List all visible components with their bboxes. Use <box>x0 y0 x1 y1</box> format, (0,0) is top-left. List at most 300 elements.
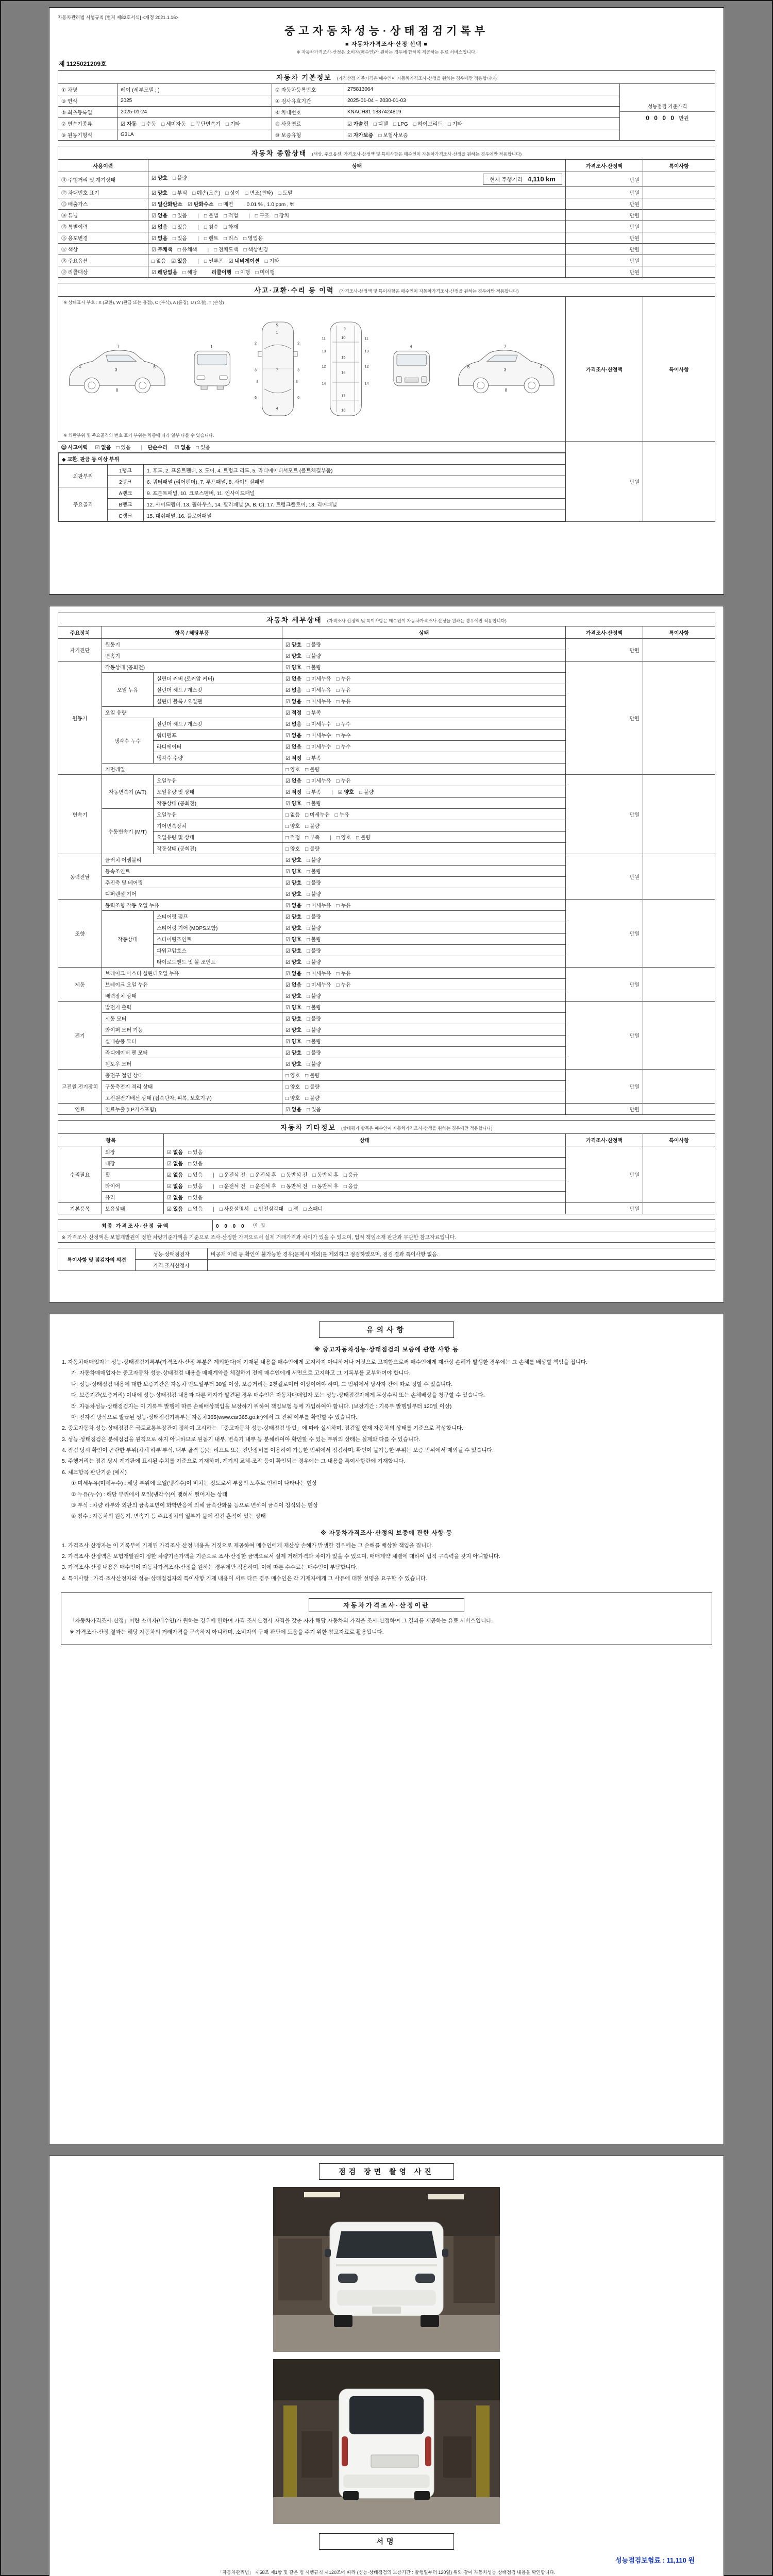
div-nl: 2. 중고자동차 성능·상태점검은 국토교통부장관이 정하여 고시하는 「중고자동차 성능·상태점검 방법」에 따라 실시하며, 점검일 현재 자동차의 상태를 기준으로 작성합니다. <box>62 1425 463 1432</box>
detail-option-양호[interactable]: □ 양호 <box>285 1096 300 1101</box>
div-nl: 나. 성능·상태점검 내용에 대한 보증기간은 자동차 인도일부터 30일 이상, 보증거리는 2천킬로미터 이상이어야 하며, 그 범위에서 당사자 간에 따로 정할 수 있습니다. <box>71 1381 453 1387</box>
tr <box>58 255 715 266</box>
td-item: 디퍼렌셜 기어 <box>102 888 282 900</box>
td: 1. 후드, 2. 프론트펜더, 3. 도어, 4. 트렁크 리드, 5. 라디에이터서포트 (볼트체결부품) <box>144 465 565 476</box>
detail-option-적정[interactable]: ☑ 적정 <box>285 790 302 795</box>
detail-option-양호[interactable]: ☑ 양호 <box>285 801 302 807</box>
detail-option-누수[interactable]: □ 누수 <box>336 722 351 727</box>
td: 항목 <box>58 1134 164 1146</box>
div-diag-note: ※ 외판부위 및 주요골격의 번호 표기 부위는 차종에 따라 일부 다를 수 있습니다. <box>63 433 214 438</box>
overall-option-일산화탄소[interactable]: ☑ 일산화탄소 <box>152 202 183 208</box>
detail-option-불량[interactable]: □ 불량 <box>307 1005 322 1011</box>
document-subtitle: ■ 자동차가격조사·산정 선택 ■ <box>345 41 428 47</box>
detail-option-불량[interactable]: □ 불량 <box>307 801 322 807</box>
td-item: 냉각수 수량 <box>154 752 282 764</box>
basic-option-하이브리드[interactable]: □ 하이브리드 <box>413 122 443 127</box>
car-diagram-top-panels <box>251 310 305 428</box>
rect-[object <box>336 2264 437 2266</box>
detail-option-불량[interactable]: □ 불량 <box>307 1039 322 1045</box>
detail-option-누유[interactable]: □ 누유 <box>336 982 351 988</box>
detail-option-양호[interactable]: ☑ 양호 <box>285 914 302 920</box>
detail-option-양호[interactable]: □ 양호 <box>336 835 351 841</box>
detail-option-불량[interactable]: □ 불량 <box>307 654 322 659</box>
overall-option-미이행[interactable]: □ 미이행 <box>255 270 275 276</box>
detail-option-불량[interactable]: □ 불량 <box>307 665 322 671</box>
overall-option-기타[interactable]: □ 기타 <box>264 259 279 264</box>
td-lbl: ⑱ 주요옵션 <box>58 255 148 266</box>
car-diagram-rear <box>387 330 436 408</box>
detail-option-누유[interactable]: □ 누유 <box>336 778 351 784</box>
overall-option-불법[interactable]: □ 불법 <box>204 213 219 219</box>
td-item: 스티어링 펌프 <box>154 911 282 922</box>
text-[object: 2 <box>79 364 81 369</box>
basic-option-보험사보증[interactable]: □ 보험사보증 <box>378 133 408 139</box>
simple-repair-없음[interactable]: ☑ 없음 <box>174 445 191 451</box>
div-diag-wrap <box>61 307 562 431</box>
other-option-운전석 전[interactable]: □ 운전석 전 <box>219 1173 246 1178</box>
b: 0 0 0 0 <box>216 1224 246 1229</box>
overall-option-훼손(오손)[interactable]: □ 훼손(오손) <box>192 191 221 196</box>
detail-option-없음[interactable]: ☑ 없음 <box>285 903 302 909</box>
text-[object: 6 <box>254 395 257 400</box>
circle-[object <box>135 378 150 393</box>
detail-option-불량[interactable]: □ 불량 <box>307 1028 322 1033</box>
detail-option-미세누유[interactable]: □ 미세누유 <box>305 812 330 818</box>
detail-option-불량[interactable]: □ 불량 <box>305 1084 320 1090</box>
detail-option-누유[interactable]: □ 누유 <box>336 699 351 705</box>
other-option-없음[interactable]: ☑ 없음 <box>167 1161 183 1167</box>
detail-option-없음[interactable]: ☑ 없음 <box>285 688 302 693</box>
detail-option-양호[interactable]: ☑ 양호 <box>285 1050 302 1056</box>
td <box>643 255 715 266</box>
rect-[object <box>428 2194 464 2199</box>
tr <box>58 1231 715 1243</box>
overall-option-네비게이션[interactable]: ☑ 네비게이션 <box>228 259 260 264</box>
detail-option-양호[interactable]: ☑ 양호 <box>285 1039 302 1045</box>
detail-option-적정[interactable]: ☑ 적정 <box>285 710 302 716</box>
price-cell: 만원 <box>565 1203 643 1214</box>
basic-option-가솔린[interactable]: ☑ 가솔린 <box>347 122 368 127</box>
page-3 <box>49 1314 724 2144</box>
photos-title: 점검 장면 촬영 사진 <box>319 2163 454 2180</box>
detail-option-없음[interactable]: ☑ 없음 <box>285 744 302 750</box>
overall-option-렌트[interactable]: □ 렌트 <box>204 236 219 242</box>
basic-option-디젤[interactable]: □ 디젤 <box>373 122 388 127</box>
detail-option-양호[interactable]: ☑ 양호 <box>285 665 302 671</box>
tr <box>58 129 715 141</box>
tr <box>58 1146 715 1158</box>
page-2 <box>49 606 724 1302</box>
td-sub: 오일 누유 <box>102 673 154 707</box>
detail-option-미세누유[interactable]: □ 미세누유 <box>307 903 331 909</box>
detail-option-불량[interactable]: □ 불량 <box>307 948 322 954</box>
overall-option-해당[interactable]: □ 해당 <box>182 270 197 276</box>
price-cell: 만원 <box>565 1002 643 1070</box>
tr <box>58 1260 715 1271</box>
detail-option-없음[interactable]: ☑ 없음 <box>285 982 302 988</box>
text-[object: 14 <box>364 381 369 386</box>
overall-option-해당없음[interactable]: ☑ 해당없음 <box>152 270 178 276</box>
overall-option-탄화수소[interactable]: ☑ 탄화수소 <box>188 202 214 208</box>
td-st <box>282 798 566 809</box>
detail-option-양호[interactable]: □ 양호 <box>285 1073 300 1079</box>
overall-option-화재[interactable]: □ 화재 <box>223 225 239 230</box>
detail-option-적정[interactable]: □ 적정 <box>285 835 300 841</box>
price-cell: 만원 <box>565 1146 643 1203</box>
detail-option-없음[interactable]: ☑ 없음 <box>285 1107 302 1113</box>
circle-[object <box>474 378 489 393</box>
overall-option-있음[interactable]: □ 있음 <box>173 236 188 242</box>
overall-option-불량[interactable]: □ 불량 <box>173 176 188 181</box>
detail-option-불량[interactable]: □ 불량 <box>307 926 322 931</box>
basic-option-기타[interactable]: □ 기타 <box>447 122 462 127</box>
tr <box>58 232 715 244</box>
detail-option-양호[interactable]: ☑ 양호 <box>285 994 302 999</box>
td-lbl: ⑬ 배출가스 <box>58 198 148 210</box>
circle-[object <box>84 378 99 393</box>
detail-option-불량[interactable]: □ 불량 <box>305 846 320 852</box>
overall-option-썬루프[interactable]: □ 썬루프 <box>204 259 224 264</box>
detail-option-미세누유[interactable]: □ 미세누유 <box>307 971 331 977</box>
overall-option-장치[interactable]: □ 장치 <box>274 213 289 219</box>
td-item: 작동상태 (공회전) <box>154 843 282 854</box>
basic-option-LPG[interactable]: □ LPG <box>393 122 408 127</box>
td-val <box>344 118 620 129</box>
td-st <box>148 172 566 187</box>
detail-option-미세누유[interactable]: □ 미세누유 <box>307 982 331 988</box>
other-option-없음[interactable]: ☑ 없음 <box>167 1150 183 1156</box>
detail-option-불량[interactable]: □ 불량 <box>307 1062 322 1067</box>
detail-option-양호[interactable]: ☑ 양호 <box>285 1016 302 1022</box>
detail-option-양호[interactable]: ☑ 양호 <box>338 790 354 795</box>
td-item: 워터펌프 <box>154 730 282 741</box>
detail-option-미세누유[interactable]: □ 미세누유 <box>307 778 331 784</box>
other-option-동반석 전[interactable]: □ 동반석 전 <box>281 1184 308 1190</box>
other-option-있음[interactable]: □ 있음 <box>188 1161 203 1167</box>
detail-option-불량[interactable]: □ 불량 <box>307 892 322 897</box>
detail-option-없음[interactable]: □ 없음 <box>285 812 300 818</box>
div-diag-note: ※ 상태표시 부호 : X (교환), W (판금 또는 용접), C (부식), A (흠집), U (요철), T (손상) <box>63 300 224 305</box>
detail-option-불량[interactable]: □ 불량 <box>305 1073 320 1079</box>
overall-option-도말[interactable]: □ 도말 <box>278 191 293 196</box>
td <box>208 1260 715 1271</box>
other-option-잭[interactable]: □ 잭 <box>289 1207 298 1212</box>
td-st <box>282 639 566 650</box>
td-st <box>282 684 566 696</box>
td-item: 라디에이터 팬 모터 <box>102 1047 282 1058</box>
detail-option-불량[interactable]: □ 불량 <box>307 914 322 920</box>
td-item: 외장 <box>102 1146 164 1158</box>
detail-option-양호[interactable]: ☑ 양호 <box>285 642 302 648</box>
table-inner <box>58 453 565 521</box>
other-option-있음[interactable]: □ 있음 <box>188 1184 203 1190</box>
detail-option-없음[interactable]: ☑ 없음 <box>285 699 302 705</box>
detail-option-미세누수[interactable]: □ 미세누수 <box>307 722 331 727</box>
span-st1: 자동차 종합상태 <box>251 149 307 157</box>
overall-option-없음[interactable]: ☑ 없음 <box>152 213 168 219</box>
page-1 <box>49 7 724 595</box>
detail-option-미세누유[interactable]: □ 미세누유 <box>307 676 331 682</box>
detail-option-양호[interactable]: ☑ 양호 <box>285 937 302 943</box>
detail-option-양호[interactable]: ☑ 양호 <box>285 926 302 931</box>
overall-option-없음[interactable]: ☑ 없음 <box>152 225 168 230</box>
detail-option-누유[interactable]: □ 누유 <box>336 903 351 909</box>
accident-history-있음[interactable]: □ 있음 <box>116 445 131 451</box>
detail-option-없음[interactable]: ☑ 없음 <box>285 722 302 727</box>
td <box>643 232 715 244</box>
overall-option-색상변경[interactable]: □ 색상변경 <box>243 247 268 253</box>
detail-option-불량[interactable]: □ 불량 <box>307 858 322 863</box>
detail-option-불량[interactable]: □ 불량 <box>307 642 322 648</box>
detail-option-없음[interactable]: ☑ 없음 <box>285 778 302 784</box>
overall-option-상이[interactable]: □ 상이 <box>225 191 240 196</box>
overall-option-있음[interactable]: □ 있음 <box>173 213 188 219</box>
other-option-응급[interactable]: □ 응급 <box>343 1184 358 1190</box>
td-st <box>164 1180 566 1192</box>
detail-option-불량[interactable]: □ 불량 <box>305 1096 320 1101</box>
other-option-있음[interactable]: ☑ 있음 <box>167 1207 183 1212</box>
other-option-있음[interactable]: □ 있음 <box>188 1173 203 1178</box>
detail-option-부족[interactable]: □ 부족 <box>307 756 322 761</box>
other-option-동반석 후[interactable]: □ 동반석 후 <box>312 1173 339 1178</box>
detail-option-없음[interactable]: ☑ 없음 <box>285 733 302 739</box>
detail-option-불량[interactable]: □ 불량 <box>307 1050 322 1056</box>
detail-option-누유[interactable]: □ 누유 <box>336 676 351 682</box>
tbody <box>58 283 715 522</box>
price-cell: 만원 <box>565 442 643 522</box>
td-lbl: ⑥ 차대번호 <box>272 107 344 118</box>
detail-option-불량[interactable]: □ 불량 <box>359 790 374 795</box>
detail-option-양호[interactable]: ☑ 양호 <box>285 892 302 897</box>
b: 4,110 km <box>527 175 556 183</box>
other-option-운전석 후[interactable]: □ 운전석 후 <box>250 1184 277 1190</box>
td <box>643 1146 715 1203</box>
td-st <box>282 730 566 741</box>
detail-option-불량[interactable]: □ 불량 <box>307 937 322 943</box>
other-option-없음[interactable]: □ 없음 <box>188 1207 203 1212</box>
overall-option-있음[interactable]: □ 있음 <box>173 225 188 230</box>
td: 비공개 이력 등 확인이 불가능한 경우(문제시 제외)를 제외하고 점검하였으며, 점검 결과 특이사항 없음. <box>208 1248 715 1260</box>
fee-unit: 원 <box>688 2556 695 2564</box>
span-sep: | <box>197 225 199 230</box>
other-option-없음[interactable]: ☑ 없음 <box>167 1195 183 1201</box>
notice-title: 유의사항 <box>319 1321 454 1338</box>
other-option-없음[interactable]: ☑ 없음 <box>167 1173 183 1178</box>
overall-option-구조[interactable]: □ 구조 <box>255 213 270 219</box>
detail-option-양호[interactable]: ☑ 양호 <box>285 880 302 886</box>
td-st <box>282 752 566 764</box>
overall-option-유채색[interactable]: □ 유채색 <box>177 247 197 253</box>
overall-option-영업용[interactable]: □ 영업용 <box>243 236 263 242</box>
other-option-있음[interactable]: □ 있음 <box>188 1150 203 1156</box>
other-option-안전삼각대[interactable]: □ 안전삼각대 <box>254 1207 284 1212</box>
overall-option-적법[interactable]: □ 적법 <box>223 213 239 219</box>
detail-option-불량[interactable]: □ 불량 <box>307 960 322 965</box>
detail-option-부족[interactable]: □ 부족 <box>305 835 320 841</box>
other-option-응급[interactable]: □ 응급 <box>343 1173 358 1178</box>
detail-option-부족[interactable]: □ 부족 <box>307 790 322 795</box>
div-nl: 3. 성능·상태점검은 분해점검을 원칙으로 하지 아니하므로 원동기 내부, 변속기 내부 등 분해하여야 확인할 수 있는 부위의 상태는 실제와 다를 수 있습니다. <box>62 1436 421 1443</box>
other-option-동반석 후[interactable]: □ 동반석 후 <box>312 1184 339 1190</box>
other-option-사용설명서[interactable]: □ 사용설명서 <box>219 1207 249 1212</box>
td-item: 스티어링 기어 (MDPS포함) <box>154 922 282 934</box>
td-st <box>148 255 566 266</box>
detail-option-없음[interactable]: ☑ 없음 <box>285 971 302 977</box>
detail-option-부족[interactable]: □ 부족 <box>307 710 322 716</box>
td-st <box>282 1070 566 1081</box>
tr <box>58 266 715 278</box>
span-st2: (가격조사·산정액 및 특이사항은 매수인이 자동차가격조사·산정을 원하는 경우에만 적용합니다) <box>327 618 507 623</box>
overall-option-양호[interactable]: ☑ 양호 <box>152 191 168 196</box>
path-[object <box>336 2231 437 2258</box>
rect-[object <box>453 2236 495 2303</box>
detail-option-미세누수[interactable]: □ 미세누수 <box>307 733 331 739</box>
overall-option-변조(변타)[interactable]: □ 변조(변타) <box>245 191 273 196</box>
td-colhead: 가격조사·산정액 <box>565 297 643 442</box>
td-st <box>164 1146 566 1158</box>
overall-option-없음[interactable]: □ 없음 <box>152 259 166 264</box>
overall-option-무채색[interactable]: ☑ 무채색 <box>152 247 173 253</box>
basic-option-무단변속기[interactable]: □ 무단변속기 <box>191 122 221 127</box>
rect-[object <box>197 376 205 380</box>
other-option-스패너[interactable]: □ 스패너 <box>303 1207 323 1212</box>
tr <box>58 198 715 210</box>
price-cell: 만원 <box>565 266 643 278</box>
detail-option-불량[interactable]: □ 불량 <box>307 994 322 999</box>
overall-option-침수[interactable]: □ 침수 <box>204 225 219 230</box>
td <box>643 210 715 221</box>
detail-option-미세누수[interactable]: □ 미세누수 <box>307 744 331 750</box>
detail-option-불량[interactable]: □ 불량 <box>307 880 322 886</box>
detail-option-누수[interactable]: □ 누수 <box>336 733 351 739</box>
simple-repair-있음[interactable]: □ 있음 <box>195 445 211 451</box>
td-dev: 주요골격 <box>59 487 108 521</box>
detail-option-양호[interactable]: □ 양호 <box>285 824 300 829</box>
price-cell: 만원 <box>565 854 643 900</box>
detail-option-양호[interactable]: □ 양호 <box>285 846 300 852</box>
overall-option-매연[interactable]: □ 매연 <box>219 202 233 208</box>
detail-option-불량[interactable]: □ 불량 <box>307 1016 322 1022</box>
basic-option-자가보증[interactable]: ☑ 자가보증 <box>347 133 374 139</box>
document-title: 중고자동차성능·상태점검기록부 <box>284 25 489 37</box>
accident-history-없음[interactable]: ☑ 없음 <box>95 445 111 451</box>
td-item: 추진축 및 베어링 <box>102 877 282 888</box>
price-cell: 만원 <box>565 187 643 198</box>
td-lbl: ① 차명 <box>58 84 117 95</box>
td-st <box>164 1192 566 1203</box>
detail-option-불량[interactable]: □ 불량 <box>305 824 320 829</box>
detail-option-양호[interactable]: ☑ 양호 <box>285 654 302 659</box>
text-[object: 8 <box>295 379 298 384</box>
detail-option-양호[interactable]: ☑ 양호 <box>285 1005 302 1011</box>
other-option-있음[interactable]: □ 있음 <box>188 1195 203 1201</box>
final-price-table <box>58 1219 715 1243</box>
overall-option-있음[interactable]: ☑ 있음 <box>171 259 188 264</box>
td-item: 실린더 블록 / 오일팬 <box>154 696 282 707</box>
overall-option-양호[interactable]: ☑ 양호 <box>152 176 168 181</box>
td-lbl: ⑯ 용도변경 <box>58 232 148 244</box>
text-[object: 8 <box>115 388 119 393</box>
detail-option-양호[interactable]: ☑ 양호 <box>285 948 302 954</box>
td-item: 발전기 출력 <box>102 1002 282 1013</box>
detail-option-양호[interactable]: □ 양호 <box>285 1084 300 1090</box>
overall-option-부식[interactable]: □ 부식 <box>173 191 188 196</box>
price-cell: 만원 <box>565 900 643 968</box>
detail-option-양호[interactable]: ☑ 양호 <box>285 960 302 965</box>
basic-option-세미자동[interactable]: □ 세미자동 <box>161 122 186 127</box>
td-dev: B랭크 <box>108 499 144 510</box>
other-option-동반석 전[interactable]: □ 동반석 전 <box>281 1173 308 1178</box>
other-option-운전석 후[interactable]: □ 운전석 후 <box>250 1173 277 1178</box>
td-item: 타이로드엔드 및 볼 조인트 <box>154 956 282 968</box>
detail-option-불량[interactable]: □ 불량 <box>307 869 322 875</box>
detail-option-양호[interactable]: ☑ 양호 <box>285 869 302 875</box>
detail-option-누유[interactable]: □ 누유 <box>334 812 349 818</box>
td-st <box>282 673 566 684</box>
td-item: 변속기 <box>102 650 282 662</box>
detail-option-양호[interactable]: ☑ 양호 <box>285 1062 302 1067</box>
div-nl: 4. 점검 당시 확인이 곤란한 부위(차체 하부 부식, 내부 골격 등)는 리프트 또는 진단장비를 이용하여 가능한 범위에서 점검하며, 확인이 불가능한 부위는 보증 범위에서 제외될 수 있습니다. <box>62 1447 494 1453</box>
detail-option-누수[interactable]: □ 누수 <box>336 744 351 750</box>
overall-option-전체도색[interactable]: □ 전체도색 <box>214 247 239 253</box>
overall-option-이행[interactable]: □ 이행 <box>236 270 250 276</box>
detail-option-있음[interactable]: □ 있음 <box>307 1107 322 1113</box>
tr <box>58 1220 715 1231</box>
td-val: 275813064 <box>344 84 620 95</box>
tbody <box>59 453 565 521</box>
overall-option-리스[interactable]: □ 리스 <box>223 236 239 242</box>
td-dev: 원동기 <box>58 662 102 775</box>
div-nl: ④ 침수 : 자동차의 원동기, 변속기 등 주요장치의 일부가 물에 잠긴 흔적이 있는 상태 <box>71 1513 266 1520</box>
detail-option-미세누유[interactable]: □ 미세누유 <box>307 699 331 705</box>
td-st <box>282 866 566 877</box>
span-sep: | <box>197 213 199 219</box>
other-option-없음[interactable]: ☑ 없음 <box>167 1184 183 1190</box>
price-cell: 만원 <box>565 1070 643 1104</box>
tr-colhead <box>58 626 715 639</box>
price-cell: 만원 <box>565 639 643 662</box>
td <box>643 900 715 968</box>
overall-option-없음[interactable]: ☑ 없음 <box>152 236 168 242</box>
td-item: 기어변속장치 <box>154 820 282 832</box>
basic-option-기타[interactable]: □ 기타 <box>225 122 240 127</box>
rect-[object <box>342 2436 348 2466</box>
basic-option-수동[interactable]: □ 수동 <box>142 122 157 127</box>
td-st <box>282 775 566 786</box>
detail-option-없음[interactable]: ☑ 없음 <box>285 676 302 682</box>
text-[object: 16 <box>341 370 346 375</box>
detail-option-불량[interactable]: □ 불량 <box>356 835 371 841</box>
rect-[object <box>396 377 401 383</box>
detail-option-적정[interactable]: ☑ 적정 <box>285 756 302 761</box>
detail-option-미세누유[interactable]: □ 미세누유 <box>307 688 331 693</box>
td-val: G3LA <box>117 129 272 141</box>
text-[object: 8 <box>256 379 259 384</box>
detail-option-양호[interactable]: ☑ 양호 <box>285 858 302 863</box>
td-dev: 성능·상태점검자 <box>136 1248 208 1260</box>
span-sep: | <box>141 445 143 451</box>
td <box>58 442 566 453</box>
detail-option-누유[interactable]: □ 누유 <box>336 688 351 693</box>
detail-option-누유[interactable]: □ 누유 <box>336 971 351 977</box>
detail-option-양호[interactable]: □ 양호 <box>285 767 300 773</box>
detail-option-양호[interactable]: ☑ 양호 <box>285 1028 302 1033</box>
td-sechead <box>58 71 715 84</box>
basic-option-자동[interactable]: ☑ 자동 <box>121 122 137 127</box>
td-st <box>148 221 566 232</box>
detail-option-불량[interactable]: □ 불량 <box>305 767 320 773</box>
other-option-운전석 전[interactable]: □ 운전석 전 <box>219 1184 246 1190</box>
